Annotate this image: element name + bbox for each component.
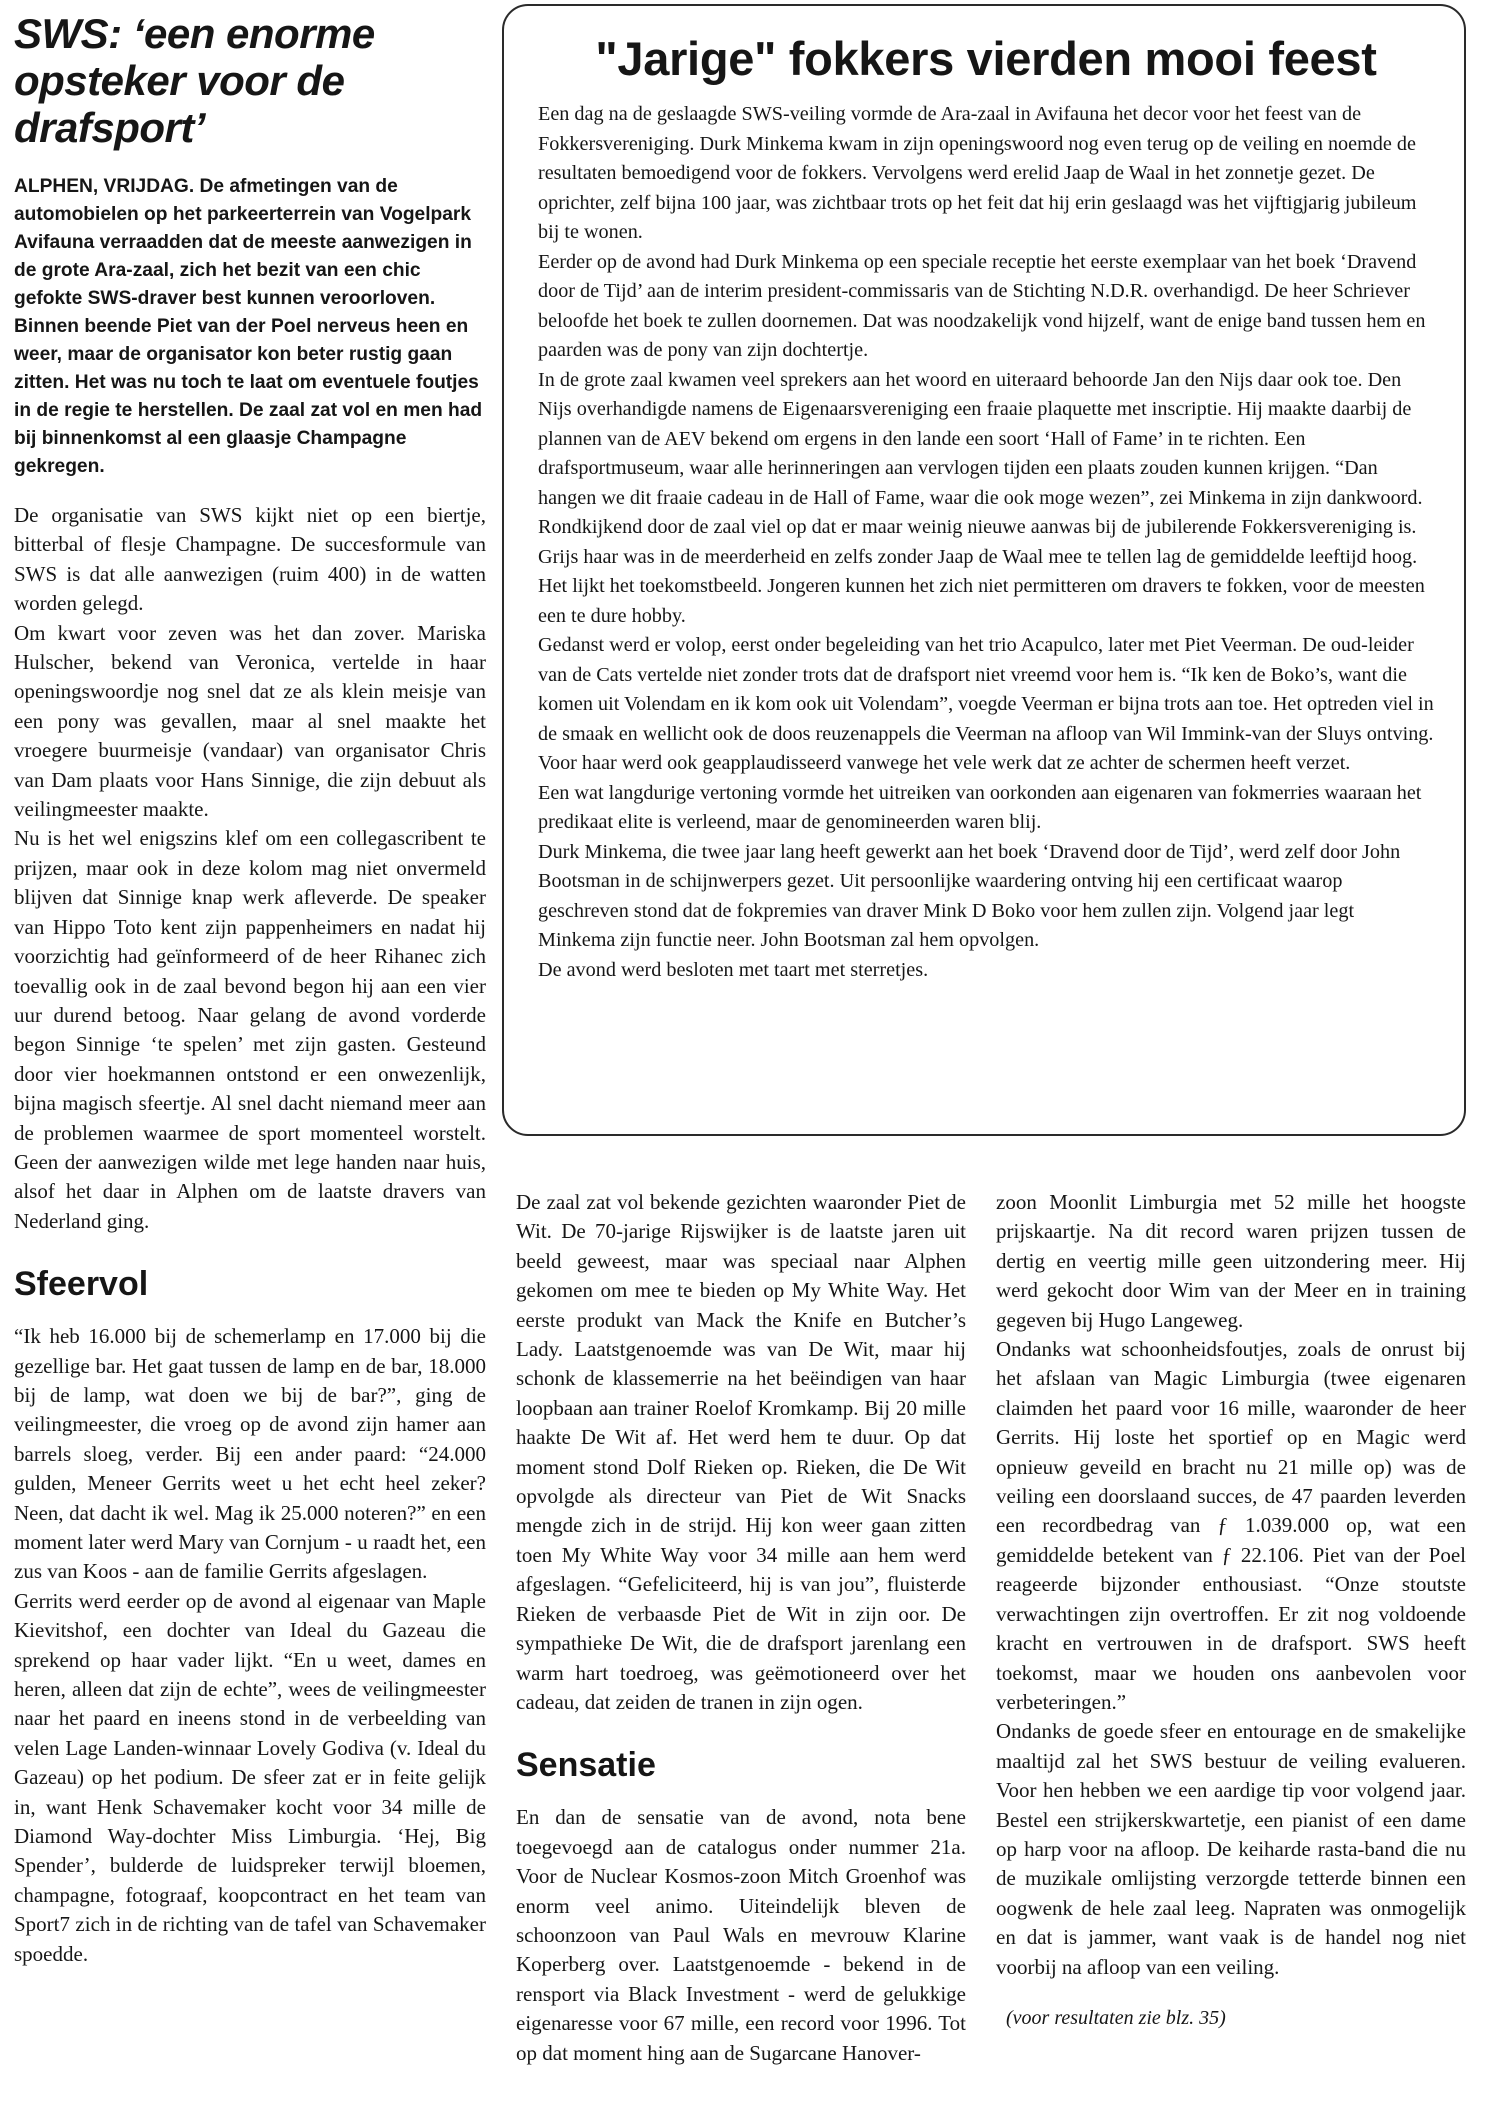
body-paragraph: Ondanks de goede sfeer en entourage en de smakelijke maaltijd zal het SWS bestuur de veiling evalueren. Voor hen hebben we een aardige tip voor volgend jaar. Bestel een strijkerskwartetje, een pianist of een dame op harp voor na afloop. De keiharde rasta-band die nu de muzikale omlijsting verzorgde tetterde binnen een oogwenk de hele zaal leeg. Napraten was onmogelijk en dat is jammer, want vaak is de handel nog niet voorbij na afloop van een veiling. [996, 1719, 1466, 1979]
lead-paragraph: Binnen beende Piet van der Poel nerveus heen en weer, maar de organisator kon beter rustig gaan zitten. Het was nu toch te laat om eventuele foutjes in de regie te herstellen. De zaal zat vol en men had bij binnenkomst al een glaasje Champagne gekregen. [14, 316, 483, 477]
body-paragraph: En dan de sensatie van de avond, nota bene toegevoegd aan de catalogus onder nummer 21a. Voor de Nuclear Kosmos-zoon Mitch Groenhof was enorm veel animo. Uiteindelijk bleven de schoonzoon van Paul Wals en mevrouw Klarine Koperberg over. Laatstgenoemde - bekend in de rensport via Black Investment - werd de gelukkige eigenaresse voor 67 mille, een record voor 1996. Tot op dat moment hing aan de Sugarcane Hanover- [516, 1805, 966, 2065]
box-paragraph: Gedanst werd er volop, eerst onder begeleiding van het trio Acapulco, later met Piet Veerman. De oud-leider van de Cats vertelde niet zonder trots dat de drafsport niet vreemd voor hem is. “Ik ken de Boko’s, want die komen uit Volendam en ik kom ook uit Volendam”, voegde Veerman er bijna trots aan toe. Het optreden viel in de smaak en wellicht ook de doos reuzenappels die Veerman na afloop van Wil Immink-van der Sluys ontving. Voor haar werd ook geapplaudisseerd vanwege het vele werk dat ze achter de schermen heeft verzet. [538, 634, 1434, 774]
middle-article-column [516, 1188, 966, 2068]
body-paragraph: De zaal zat vol bekende gezichten waaronder Piet de Wit. De 70-jarige Rijswijker is de laatste jaren uit beeld geweest, maar was speciaal naar Alphen gekomen om mee te bieden op My White Way. Het eerste produkt van Mack the Knife en Butcher’s Lady. Laatstgenoemde was van De Wit, maar hij schonk de klassemerrie na het beëindigen van haar loopbaan aan trainer Roelof Kromkamp. Bij 20 mille haakte De Wit af. Het werd hem te duur. Op dat moment stond Dolf Rieken op. Rieken, die De Wit opvolgde als directeur van Piet de Wit Snacks mengde zich in de strijd. Hij kon weer gaan zitten toen My White Way voor 34 mille aan hem werd afgeslagen. “Gefeliciteerd, hij is van jou”, fluisterde Rieken de verbaasde Piet de Wit in zijn oor. De sympathieke De Wit, die de drafsport jarenlang een warm hart toedroeg, was geëmotioneerd over het cadeau, dat zeiden de tranen in zijn ogen. [516, 1190, 966, 1714]
box-paragraph: Eerder op de avond had Durk Minkema op een speciale receptie het eerste exemplaar van het boek ‘Dravend door de Tijd’ aan de interim president-commissaris van de Stichting N.D.R. overhandigd. De heer Schriever beloofde het boek te zullen doornemen. Dat was noodzakelijk vond hijzelf, want de enige band tussen hem en paarden was de pony van zijn dochtertje. [538, 250, 1426, 361]
main-headline: SWS: ‘een enorme opsteker voor de drafsport’ [14, 10, 375, 151]
box-paragraph: Een wat langdurige vertoning vormde het uitreiken van oorkonden aan eigenaren van fokmerries waaraan het predikaat elite is verleend, maar de genomineerden waren blij. [538, 781, 1422, 833]
body-paragraph: Gerrits werd eerder op de avond al eigenaar van Maple Kievitshof, een dochter van Ideal du Gazeau die sprekend op haar vader lijkt. “En u weet, dames en heren, alleen dat zijn de echte”, wees de veilingmeester naar het paard en ineens stond in de verbeelding van velen Lage Landen-winnaar Lovely Godiva (v. Ideal du Gazeau) op het podium. De sfeer zat er in feite gelijk in, want Henk Schavemaker kocht voor 34 mille de Diamond Way-dochter Miss Limburgia. ‘Hej, Big Spender’, bulderde de luidspreker terwijl bloemen, champagne, fotograaf, koopcontract en het team van Sport7 zich in de richting van de tafel van Schavemaker spoedde. [14, 1588, 486, 1966]
body-paragraph: Ondanks wat schoonheidsfoutjes, zoals de onrust bij het afslaan van Magic Limburgia (twee eigenaren claimden het paard voor 16 mille, waaronder de heer Gerrits. Hij loste het sportief op en Magic werd opnieuw geveild en bracht nu 21 mille op) was de veiling een doorslaand succes, de 47 paarden leverden een recordbedrag van ƒ 1.039.000 op, wat een gemiddelde betekent van ƒ 22.106. Piet van der Poel reageerde bijzonder enthousiast. “Onze stoutste verwachtingen zijn overtroffen. Er zit nog voldoende kracht en vertrouwen in de drafsport. SWS heeft toekomst, maar we houden ons aanbevolen voor verbeteringen.” [996, 1337, 1466, 1714]
right-article-column [996, 1188, 1466, 2032]
box-paragraph: In de grote zaal kwamen veel sprekers aan het woord en uiteraard behoorde Jan den Nijs daar ook toe. Den Nijs overhandigde namens de Eigenaarsvereniging een fraaie plaquette met inscriptie. Hij maakte daarbij de plannen van de AEV bekend om ergens in den lande een soort ‘Hall of Fame’ in te richten. Een drafsportmuseum, waar alle herinneringen aan vervlogen tijden een plaats zouden kunnen krijgen. “Dan hangen we dit fraaie cadeau in de Hall of Fame, waar die ook moge wezen”, zei Minkema in zijn dankwoord. [538, 368, 1423, 509]
boxed-article [502, 4, 1466, 1136]
box-paragraph: De avond werd besloten met taart met sterretjes. [538, 958, 929, 981]
subhead-sfeervol: Sfeervol [14, 1265, 149, 1304]
box-paragraph: Rondkijkend door de zaal viel op dat er maar weinig nieuwe aanwas bij de jubilerende Fokkersvereniging is. Grijs haar was in de meerderheid en zelfs zonder Jaap de Waal mee te tellen lag de gemiddelde leeftijd hoog. Het lijkt het toekomstbeeld. Jongeren kunnen het zich niet permitteren om dravers te fokken, voor de meesten een te dure hobby. [538, 516, 1425, 627]
lead-paragraph: ALPHEN, VRIJDAG. De afmetingen van de automobielen op het parkeerterrein van Vogelpark Avifauna verraadden dat de meeste aanwezigen in de grote Ara-zaal, zich het bezit van een chic gefokte SWS-draver best kunnen veroorloven. [14, 176, 472, 309]
body-paragraph: Om kwart voor zeven was het dan zover. Mariska Hulscher, bekend van Veronica, vertelde in haar openingswoordje nog snel dat ze als klein meisje van een pony was gevallen, maar al snel maakte het vroegere buurmeisje (vandaar) van organisator Chris van Dam plaats voor Hans Sinnige, die zijn debuut als veilingmeester maakte. [14, 620, 486, 822]
body-paragraph: “Ik heb 16.000 bij de schemerlamp en 17.000 bij die gezellige bar. Het gaat tussen de lamp en de bar, 18.000 bij de lamp, wat doen we bij de bar?”, ging de veilingmeester, die vroeg op de avond zijn hamer aan barrels sloeg, verder. Bij een ander paard: “24.000 gulden, Meneer Gerrits weet u het echt heel zeker? Neen, dat dacht ik wel. Mag ik 25.000 noteren?” en een moment later werd Mary van Cornjum - u raadt het, een zus van Koos - aan de familie Gerrits afgeslagen. [14, 1324, 486, 1584]
body-paragraph: Nu is het wel enigszins klef om een collegascribent te prijzen, maar ook in deze kolom mag niet onvermeld blijven dat Sinnige knap werk afleverde. De speaker van Hippo Toto kent zijn pappenheimers en nadat hij voorzichtig had geïnformeerd of de heer Rihanec zich toevallig ook in de zaal bevond begon hij aan een vier uur durend betoog. Naar gelang de avond vorderde begon Sinnige ‘te spelen’ met zijn gasten. Gesteund door vier hoekmannen ontstond er een onwezenlijk, bijna magisch sfeertje. Al snel dacht niemand meer aan de problemen waarmee de sport momenteel worstelt. Geen der aanwezigen wilde met lege handen naar huis, alsof het daar in Alphen om de laatste dravers van Nederland ging. [14, 826, 486, 1233]
box-paragraph: Een dag na de geslaagde SWS-veiling vormde de Ara-zaal in Avifauna het decor voor het feest van de Fokkersvereniging. Durk Minkema kwam in zijn openingswoord nog even terug op de veiling en noemde de resultaten bemoedigend voor de fokkers. Vervolgens werd erelid Jaap de Waal in het zonnetje gezet. De oprichter, zelf bijna 100 jaar, was zichtbaar trots op het feit dat hij erin geslaagd was het vijftigjarig jubileum bij te wonen. [538, 103, 1417, 243]
box-paragraph: Durk Minkema, die twee jaar lang heeft gewerkt aan het boek ‘Dravend door de Tijd’, werd zelf door John Bootsman in de schijnwerpers gezet. Uit persoonlijke waardering ontving hij een certificaat waarop geschreven stond dat de fokpremies van draver Mink D Boko voor hem zullen zijn. Volgend jaar legt Minkema zijn functie neer. John Bootsman zal hem opvolgen. [538, 840, 1401, 951]
subhead-sensatie: Sensatie [516, 1746, 656, 1785]
body-paragraph: De organisatie van SWS kijkt niet op een biertje, bitterbal of flesje Champagne. De succesformule van SWS is dat alle aanwezigen (ruim 400) in de watten worden gelegd. [14, 503, 486, 616]
body-paragraph: zoon Moonlit Limburgia met 52 mille het hoogste prijskaartje. Na dit record waren prijzen tussen de dertig en veertig mille geen uitzondering meer. Hij werd gekocht door Wim van der Meer en in training gegeven bij Hugo Langeweg. [996, 1190, 1466, 1332]
page-reference-note: (voor resultaten zie blz. 35) [1006, 2006, 1226, 2029]
left-article-column [14, 10, 486, 1969]
boxed-article-title: "Jarige" fokkers vierden mooi feest [595, 32, 1377, 85]
